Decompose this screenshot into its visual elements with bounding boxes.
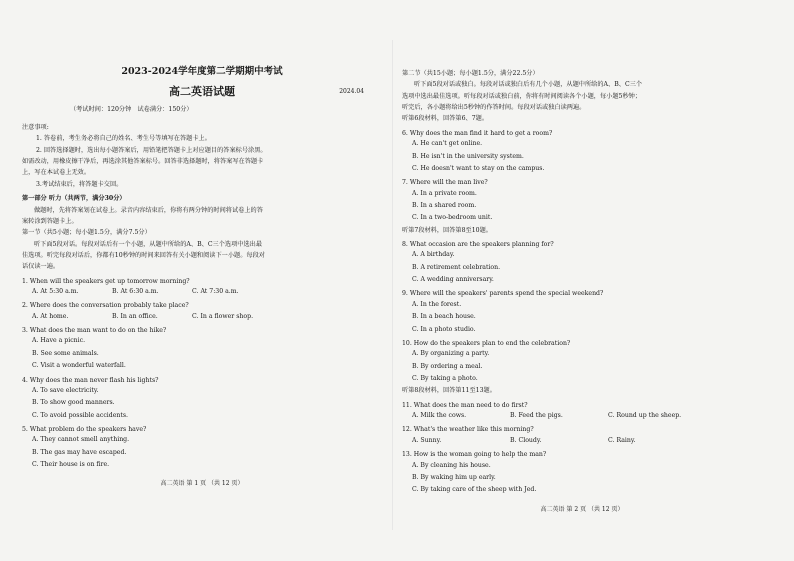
part1-desc-cont: 案转涂到答题卡上。 — [22, 217, 78, 225]
section2-desc-cont2: 听完后，各小题将给出5秒钟的作答时间。每段对话或独白读两遍。 — [402, 104, 586, 112]
section2-desc: 听下面5段对话或独白。每段对话或独白后有几个小题，从题中所给的A、B、C三个 — [414, 81, 643, 89]
section2-desc-cont: 选项中选出最佳选项。听每段对话或独白前，你将有时间阅读各个小题，每小题5秒钟； — [402, 92, 642, 100]
section1-desc-cont2: 话仅读一遍。 — [22, 263, 60, 271]
option-b: B. A retirement celebration. — [412, 263, 501, 271]
page-divider — [392, 40, 393, 530]
time-info: （考试时间：120分钟 试卷满分：150分） — [70, 105, 193, 113]
page-1 — [22, 58, 382, 488]
question-2: 2. Where does the conversation probably take place? — [22, 302, 189, 310]
option-b: B. See some animals. — [32, 349, 99, 357]
question-9: 9. Where will the speakers' parents spend the special weekend? — [402, 290, 604, 298]
note-2: 2. 回答选择题时，选出每小题答案后，用铅笔把答题卡上对应题目的答案标号涂黑。 — [36, 146, 267, 154]
exam-date: 2024.04 — [339, 87, 364, 95]
option-a: A. In a private room. — [412, 189, 477, 197]
note-3: 3.考试结束后，将答题卡交回。 — [36, 180, 123, 188]
option-a: A. By organizing a party. — [412, 350, 490, 358]
option-b: B. In a shared room. — [412, 201, 477, 209]
option-a: A. In the forest. — [412, 300, 462, 308]
option-c: C. At 7:30 a.m. — [192, 288, 239, 296]
option-a: A. He can't get online. — [412, 140, 483, 148]
option-c: C. Their house is on fire. — [32, 461, 110, 469]
question-11: 11. What does the man need to do first? — [402, 401, 528, 409]
section1-desc-cont: 佳选项。听完每段对话后，你都有10秒钟的时间来回答有关小题和阅读下一小题。每段对 — [22, 251, 265, 259]
exam-subtitle — [22, 85, 382, 100]
option-c: C. Rainy. — [608, 436, 636, 444]
passage-7-instruction: 听第7段材料，回答第8至10题。 — [402, 226, 492, 234]
section1-desc: 听下面5段对话。每段对话后有一个小题，从题中所给的A、B、C三个选项中选出最 — [34, 240, 263, 248]
passage-6-instruction: 听第6段材料，回答第6、7题。 — [402, 115, 489, 123]
question-8: 8. What occasion are the speakers planning for? — [402, 241, 554, 249]
option-a: A. To save electricity. — [32, 386, 99, 394]
question-3: 3. What does the man want to do on the hike? — [22, 327, 167, 335]
question-10: 10. How do the speakers plan to end the celebration? — [402, 339, 571, 347]
question-2-options — [22, 313, 382, 321]
option-b: B. Feed the pigs. — [510, 412, 563, 420]
note-2-cont2: 上，写在本试卷上无效。 — [22, 169, 91, 177]
notes-heading: 注意事项: — [22, 124, 49, 132]
option-c: C. Visit a wonderful waterfall. — [32, 362, 126, 370]
question-12: 12. What's the weather like this morning? — [402, 426, 534, 434]
question-5: 5. What problem do the speakers have? — [22, 426, 147, 433]
option-b: B. In an office. — [112, 312, 158, 320]
option-b: B. At 6:30 a.m. — [112, 288, 159, 296]
option-c: C. In a photo studio. — [412, 325, 476, 333]
question-13: 13. How is the woman going to help the man? — [402, 451, 547, 459]
note-2-cont: 如需改动，用橡皮擦干净后，再选涂其他答案标号。回答非选择题时，将答案写在答题卡 — [22, 158, 264, 166]
option-c: C. By taking a photo. — [412, 374, 478, 382]
page-footer: 高二英语 第 2 页 （共 12 页） — [540, 505, 624, 513]
option-c: C. He doesn't want to stay on the campus. — [412, 164, 545, 172]
page-footer: 高二英语 第 1 页 （共 12 页） — [160, 480, 244, 488]
section2-heading: 第二节（共15小题；每小题1.5分，满分22.5分） — [402, 70, 539, 77]
page-2 — [402, 70, 762, 513]
question-1: 1. When will the speakers get up tomorrow morning? — [22, 277, 190, 285]
option-a: A. Have a picnic. — [32, 337, 86, 345]
option-c: C. In a two-bedroom unit. — [412, 214, 493, 222]
option-c: C. A wedding anniversary. — [412, 276, 494, 284]
option-b: B. Cloudy. — [510, 436, 542, 444]
option-b: B. By waking him up early. — [412, 473, 496, 481]
question-4: 4. Why does the man never flash his lights? — [22, 376, 159, 384]
option-a: A. Sunny. — [412, 436, 442, 444]
option-a: A. At 5:30 a.m. — [32, 288, 79, 296]
passage-8-instruction: 听第8段材料，回答第11至13题。 — [402, 387, 496, 395]
option-b: B. By ordering a meal. — [412, 362, 483, 370]
section1-heading: 第一节（共5小题；每小题1.5分，满分7.5分） — [22, 229, 151, 237]
option-b: B. In a beach house. — [412, 313, 476, 321]
exam-title: 2023-2024学年度第二学期期中考试 — [121, 66, 283, 77]
option-a: A. A birthday. — [412, 251, 455, 259]
option-c: C. In a flower shop. — [192, 312, 254, 320]
part1-desc: 做题时，先将答案划在试卷上。录音内容结束后，你将有两分钟的时间将试卷上的答 — [34, 206, 263, 214]
option-c: C. By taking care of the sheep with Jed. — [412, 486, 537, 494]
option-a: A. By cleaning his house. — [412, 461, 491, 469]
option-a: A. At home. — [32, 312, 69, 320]
question-6: 6. Why does the man find it hard to get a room? — [402, 129, 553, 137]
option-b: B. He isn't in the university system. — [412, 152, 524, 160]
note-1: 1. 答卷前，考生务必将自己的姓名、考生号等填写在答题卡上。 — [36, 135, 211, 143]
option-b: B. To show good manners. — [32, 399, 115, 407]
option-b: B. The gas may have escaped. — [32, 448, 127, 456]
option-a: A. They cannot smell anything. — [32, 436, 130, 444]
option-a: A. Milk the cows. — [412, 412, 467, 420]
question-12-options — [402, 437, 762, 445]
question-7: 7. Where will the man live? — [402, 179, 488, 187]
option-c: C. Round up the sheep. — [608, 412, 682, 420]
option-c: C. To avoid possible accidents. — [32, 411, 129, 419]
question-11-options — [402, 412, 762, 420]
subtitle-text: 高二英语试题 — [169, 84, 235, 98]
question-1-options — [22, 288, 382, 296]
part1-heading: 第一部分 听力（共两节，满分30分） — [22, 195, 126, 203]
